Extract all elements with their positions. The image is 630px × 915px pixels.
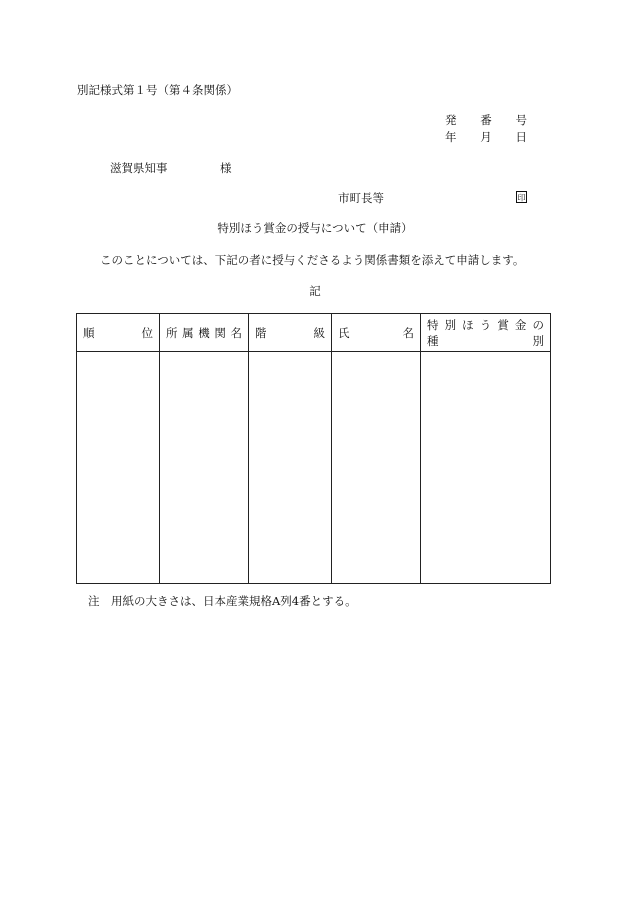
ki-heading: 記: [309, 284, 321, 298]
header-name: 氏 名: [332, 314, 421, 352]
cell-affiliation[interactable]: [160, 352, 249, 584]
cell-name[interactable]: [332, 352, 421, 584]
seal-icon: [516, 191, 527, 203]
number-char: 号: [515, 113, 527, 127]
cell-award-kind[interactable]: [421, 352, 551, 584]
date-char: 年: [445, 130, 457, 144]
body-text: このことについては、下記の者に授与くださるよう関係書類を添えて申請します。: [100, 253, 525, 267]
addressee-name: 滋賀県知事: [110, 161, 168, 175]
number-char: 番: [480, 113, 492, 127]
seal-mark: [516, 191, 527, 206]
header-award-kind: 特 別 ほ う 賞 金 の 種 別: [421, 314, 551, 352]
document-number-label: [445, 113, 527, 127]
table-row-blank: [77, 352, 551, 584]
table-header-row: [77, 314, 551, 352]
header-grade: 階 級: [249, 314, 332, 352]
header-rank: 順 位: [77, 314, 160, 352]
document-title: 特別ほう賞金の授与について（申請）: [217, 221, 413, 235]
date-char: 月: [480, 130, 492, 144]
date-char: 日: [515, 130, 527, 144]
cell-rank[interactable]: [77, 352, 160, 584]
addressee-honorific: 様: [220, 161, 232, 175]
sender-name: 市町長等: [338, 191, 384, 205]
number-char: 発: [445, 113, 457, 127]
header-affiliation: 所 属 機 関 名: [160, 314, 249, 352]
cell-grade[interactable]: [249, 352, 332, 584]
award-table: [76, 313, 551, 584]
footnote: 注 用紙の大きさは、日本産業規格A列4番とする。: [88, 594, 357, 608]
form-number: 別記様式第１号（第４条関係）: [77, 83, 238, 97]
seal-text: 印: [517, 193, 526, 203]
date-label: [445, 130, 527, 144]
